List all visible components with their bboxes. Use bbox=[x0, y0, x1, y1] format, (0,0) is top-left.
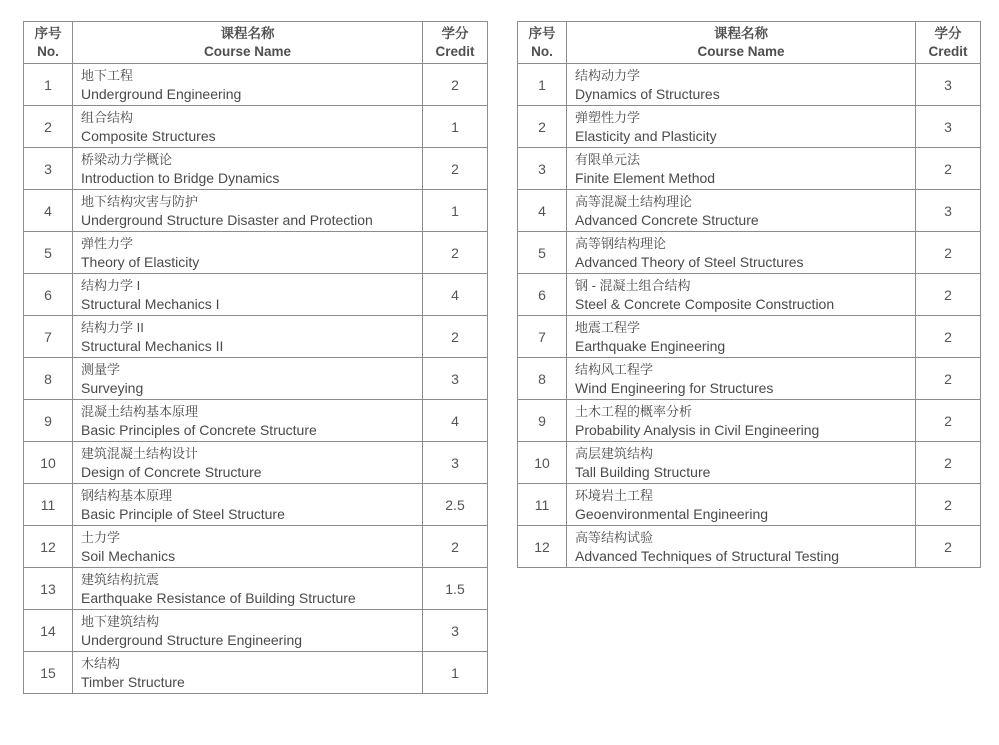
course-credit: 1 bbox=[423, 190, 488, 232]
course-credit: 3 bbox=[916, 106, 981, 148]
course-name-cell bbox=[73, 232, 423, 274]
course-name-cn: 桥梁动力学概论 bbox=[81, 151, 173, 167]
course-name-cell bbox=[567, 400, 916, 442]
course-name-en: Underground Structure Disaster and Protection bbox=[81, 211, 373, 228]
course-name-cn: 有限单元法 bbox=[575, 151, 641, 167]
course-name-cn: 结构力学 I bbox=[81, 277, 141, 293]
course-name-cn: 弹塑性力学 bbox=[575, 109, 641, 125]
course-name-cell bbox=[73, 610, 423, 652]
course-credit: 2 bbox=[423, 526, 488, 568]
course-table-left bbox=[23, 21, 488, 694]
course-name-cell bbox=[73, 526, 423, 568]
course-number: 12 bbox=[24, 526, 73, 568]
course-name-en: Earthquake Engineering bbox=[575, 337, 726, 354]
header-no-en: No. bbox=[37, 43, 59, 59]
table-header-row bbox=[518, 22, 981, 64]
course-name-en: Underground Structure Engineering bbox=[81, 631, 303, 648]
course-table-right bbox=[517, 21, 981, 568]
course-name-en: Wind Engineering for Structures bbox=[575, 379, 774, 396]
course-credit: 2.5 bbox=[423, 484, 488, 526]
header-no bbox=[24, 22, 73, 64]
table-row bbox=[24, 232, 488, 274]
course-name-cell bbox=[73, 484, 423, 526]
table-row bbox=[24, 64, 488, 106]
course-credit: 3 bbox=[916, 64, 981, 106]
course-name-en: Theory of Elasticity bbox=[81, 253, 200, 270]
table-row bbox=[24, 316, 488, 358]
course-table-left-body bbox=[24, 64, 488, 694]
table-header-row bbox=[24, 22, 488, 64]
course-name-en: Surveying bbox=[81, 379, 144, 396]
course-name-en: Basic Principle of Steel Structure bbox=[81, 505, 285, 522]
course-name-cell bbox=[73, 274, 423, 316]
course-name-cell bbox=[73, 568, 423, 610]
course-name-en: Steel & Concrete Composite Construction bbox=[575, 295, 835, 312]
course-name-cell bbox=[567, 442, 916, 484]
course-number: 4 bbox=[24, 190, 73, 232]
course-name-en: Introduction to Bridge Dynamics bbox=[81, 169, 280, 186]
course-number: 6 bbox=[518, 274, 567, 316]
course-name-en: Earthquake Resistance of Building Structure bbox=[81, 589, 356, 606]
course-number: 4 bbox=[518, 190, 567, 232]
course-name-en: Elasticity and Plasticity bbox=[575, 127, 717, 144]
header-no-cn: 序号 bbox=[34, 25, 62, 41]
header-name-cn: 课程名称 bbox=[220, 25, 275, 41]
course-name-cell bbox=[73, 106, 423, 148]
course-credit: 1 bbox=[423, 652, 488, 694]
header-name-en: Course Name bbox=[697, 43, 785, 59]
course-number: 3 bbox=[24, 148, 73, 190]
course-name-en: Basic Principles of Concrete Structure bbox=[81, 421, 317, 438]
table-row bbox=[518, 484, 981, 526]
course-credit: 3 bbox=[423, 610, 488, 652]
course-name-cell bbox=[567, 106, 916, 148]
header-name-cn: 课程名称 bbox=[714, 25, 768, 41]
course-name-en: Finite Element Method bbox=[575, 169, 716, 186]
course-credit: 2 bbox=[423, 232, 488, 274]
course-name-cn: 高等钢结构理论 bbox=[575, 235, 667, 251]
course-credit: 2 bbox=[916, 148, 981, 190]
table-row bbox=[24, 358, 488, 400]
table-row bbox=[24, 106, 488, 148]
course-credit: 2 bbox=[423, 64, 488, 106]
header-no bbox=[518, 22, 567, 64]
header-no-en: No. bbox=[531, 43, 553, 59]
course-name-cell bbox=[73, 148, 423, 190]
header-no-cn: 序号 bbox=[528, 25, 556, 41]
course-name-en: Underground Engineering bbox=[81, 85, 242, 102]
header-name-en: Course Name bbox=[203, 43, 292, 59]
course-name-cn: 地震工程学 bbox=[575, 319, 641, 335]
course-name-cell bbox=[567, 526, 916, 568]
course-credit: 1.5 bbox=[423, 568, 488, 610]
course-name-cn: 环境岩土工程 bbox=[575, 487, 654, 503]
course-number: 8 bbox=[24, 358, 73, 400]
course-number: 7 bbox=[24, 316, 73, 358]
course-name-en: Composite Structures bbox=[81, 127, 216, 144]
course-credit: 2 bbox=[916, 232, 981, 274]
course-number: 15 bbox=[24, 652, 73, 694]
table-row bbox=[24, 148, 488, 190]
course-number: 2 bbox=[24, 106, 73, 148]
course-name-en: Soil Mechanics bbox=[81, 547, 176, 564]
course-name-en: Structural Mechanics II bbox=[81, 337, 224, 354]
course-number: 2 bbox=[518, 106, 567, 148]
header-credit-cn: 学分 bbox=[441, 25, 469, 41]
course-credit: 2 bbox=[423, 316, 488, 358]
course-number: 10 bbox=[24, 442, 73, 484]
course-credit: 4 bbox=[423, 400, 488, 442]
course-credit: 2 bbox=[916, 526, 981, 568]
course-name-cn: 木结构 bbox=[81, 655, 121, 671]
course-name-cell bbox=[73, 652, 423, 694]
course-name-en: Advanced Concrete Structure bbox=[575, 211, 759, 228]
course-name-cn: 高等混凝土结构理论 bbox=[575, 193, 693, 209]
course-name-cell bbox=[73, 316, 423, 358]
course-name-en: Timber Structure bbox=[81, 673, 185, 690]
course-number: 1 bbox=[518, 64, 567, 106]
header-credit bbox=[916, 22, 981, 64]
course-name-cn: 测量学 bbox=[81, 361, 121, 377]
course-credit: 2 bbox=[916, 400, 981, 442]
course-number: 5 bbox=[24, 232, 73, 274]
course-number: 8 bbox=[518, 358, 567, 400]
course-name-en: Advanced Theory of Steel Structures bbox=[575, 253, 804, 270]
course-name-cell bbox=[567, 232, 916, 274]
course-number: 9 bbox=[518, 400, 567, 442]
course-name-cn: 土木工程的概率分析 bbox=[575, 403, 693, 419]
course-number: 14 bbox=[24, 610, 73, 652]
header-credit-en: Credit bbox=[435, 43, 475, 59]
course-name-cn: 地下建筑结构 bbox=[81, 613, 160, 629]
course-name-cn: 高层建筑结构 bbox=[575, 445, 654, 461]
course-name-cn: 土力学 bbox=[81, 529, 121, 545]
course-name-en: Tall Building Structure bbox=[575, 463, 711, 480]
table-row bbox=[24, 610, 488, 652]
course-credit: 2 bbox=[916, 442, 981, 484]
course-name-cell bbox=[567, 148, 916, 190]
course-name-cell bbox=[73, 64, 423, 106]
course-number: 9 bbox=[24, 400, 73, 442]
course-name-cn: 结构力学 II bbox=[81, 319, 144, 335]
course-name-cn: 高等结构试验 bbox=[575, 529, 654, 545]
course-name-cn: 钢结构基本原理 bbox=[81, 487, 173, 503]
course-name-en: Design of Concrete Structure bbox=[81, 463, 262, 480]
header-credit bbox=[423, 22, 488, 64]
course-name-cn: 结构动力学 bbox=[575, 67, 641, 83]
course-name-cn: 钢 - 混凝土组合结构 bbox=[575, 277, 691, 293]
course-name-cn: 地下结构灾害与防护 bbox=[81, 193, 199, 209]
course-name-cn: 组合结构 bbox=[81, 109, 134, 125]
table-row bbox=[518, 358, 981, 400]
course-credit: 2 bbox=[916, 358, 981, 400]
course-credit: 3 bbox=[423, 358, 488, 400]
course-number: 13 bbox=[24, 568, 73, 610]
course-name-cell bbox=[567, 274, 916, 316]
course-number: 1 bbox=[24, 64, 73, 106]
table-row bbox=[24, 526, 488, 568]
course-name-cell bbox=[567, 358, 916, 400]
header-credit-cn: 学分 bbox=[934, 25, 962, 41]
course-number: 10 bbox=[518, 442, 567, 484]
table-row bbox=[24, 652, 488, 694]
table-row bbox=[518, 190, 981, 232]
course-name-en: Dynamics of Structures bbox=[575, 85, 720, 102]
course-name-en: Probability Analysis in Civil Engineering bbox=[575, 421, 820, 438]
course-name-cell bbox=[567, 190, 916, 232]
course-credit: 2 bbox=[423, 148, 488, 190]
course-credit: 3 bbox=[916, 190, 981, 232]
table-row bbox=[518, 106, 981, 148]
course-name-en: Structural Mechanics I bbox=[81, 295, 220, 312]
table-row bbox=[518, 442, 981, 484]
table-row bbox=[24, 442, 488, 484]
course-number: 3 bbox=[518, 148, 567, 190]
course-name-cn: 建筑混凝土结构设计 bbox=[81, 445, 199, 461]
table-row bbox=[518, 400, 981, 442]
course-name-en: Geoenvironmental Engineering bbox=[575, 505, 769, 522]
course-name-cell bbox=[567, 484, 916, 526]
header-course-name bbox=[73, 22, 423, 64]
course-number: 12 bbox=[518, 526, 567, 568]
header-course-name bbox=[567, 22, 916, 64]
table-row bbox=[518, 148, 981, 190]
course-name-cell bbox=[73, 358, 423, 400]
course-credit: 3 bbox=[423, 442, 488, 484]
course-name-cn: 混凝土结构基本原理 bbox=[81, 403, 199, 419]
course-name-cn: 建筑结构抗震 bbox=[81, 571, 160, 587]
course-name-cell bbox=[73, 400, 423, 442]
course-table-right-body bbox=[518, 64, 981, 568]
table-row bbox=[518, 274, 981, 316]
course-credit: 4 bbox=[423, 274, 488, 316]
course-name-cell bbox=[567, 64, 916, 106]
table-row bbox=[24, 484, 488, 526]
course-credit: 1 bbox=[423, 106, 488, 148]
course-credit: 2 bbox=[916, 316, 981, 358]
course-name-cn: 地下工程 bbox=[81, 67, 134, 83]
course-name-cn: 弹性力学 bbox=[81, 235, 134, 251]
table-row bbox=[518, 316, 981, 358]
course-name-en: Advanced Techniques of Structural Testing bbox=[575, 547, 840, 564]
table-row bbox=[24, 568, 488, 610]
course-number: 11 bbox=[24, 484, 73, 526]
table-row bbox=[518, 64, 981, 106]
course-number: 11 bbox=[518, 484, 567, 526]
table-row bbox=[24, 274, 488, 316]
table-row bbox=[24, 400, 488, 442]
header-credit-en: Credit bbox=[928, 43, 968, 59]
course-credit: 2 bbox=[916, 484, 981, 526]
table-row bbox=[518, 232, 981, 274]
course-number: 5 bbox=[518, 232, 567, 274]
table-row bbox=[518, 526, 981, 568]
course-name-cn: 结构风工程学 bbox=[575, 361, 654, 377]
course-name-cell bbox=[73, 442, 423, 484]
course-number: 7 bbox=[518, 316, 567, 358]
course-name-cell bbox=[73, 190, 423, 232]
course-credit: 2 bbox=[916, 274, 981, 316]
course-number: 6 bbox=[24, 274, 73, 316]
table-row bbox=[24, 190, 488, 232]
course-name-cell bbox=[567, 316, 916, 358]
